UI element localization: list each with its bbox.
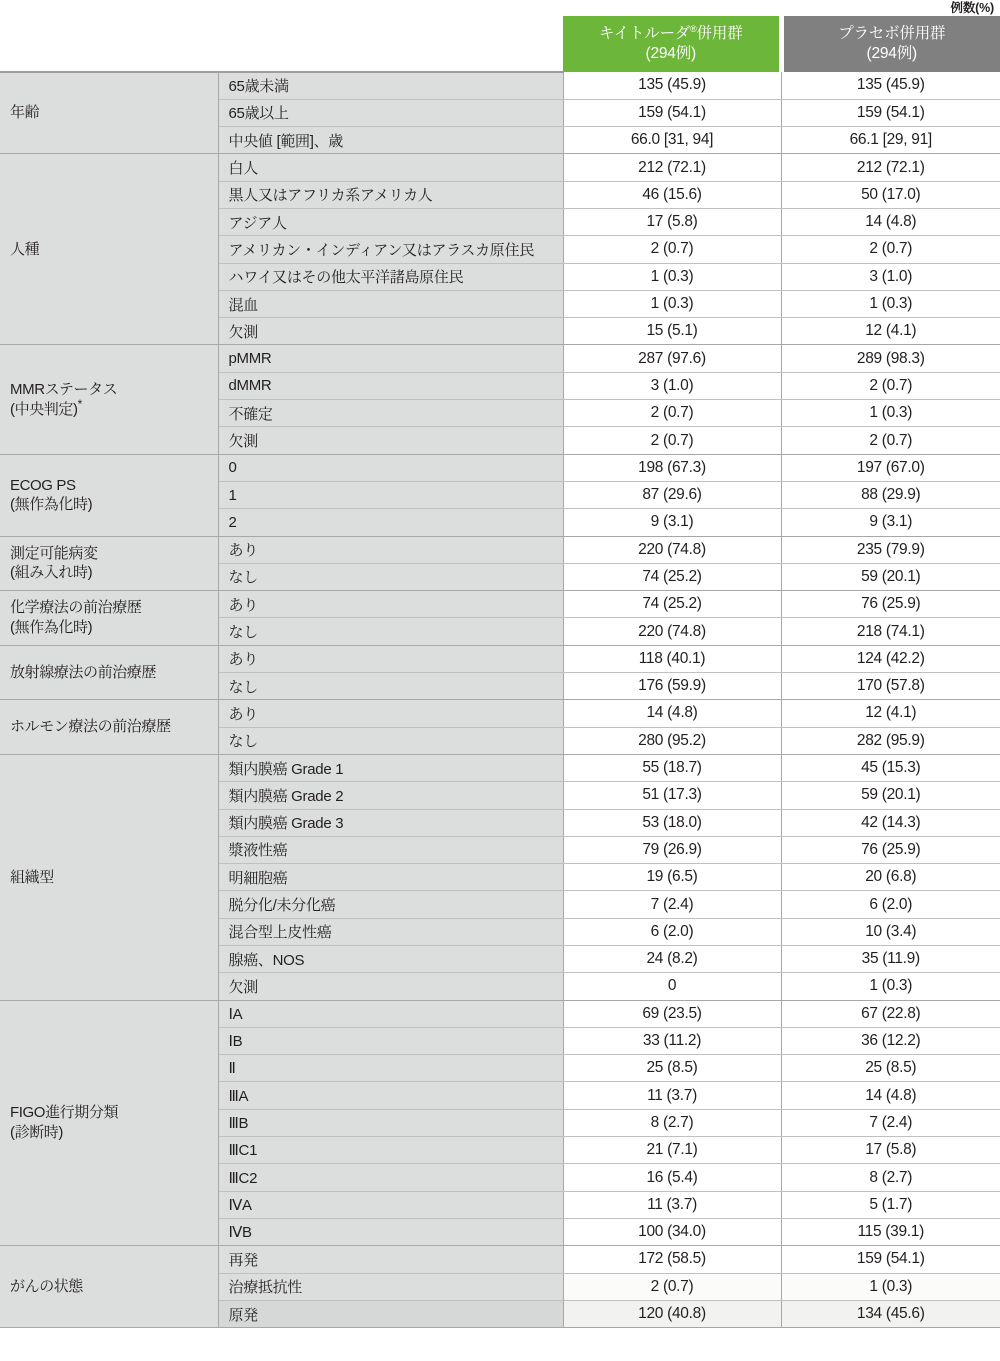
subcategory-label-cell: 再発 (218, 1246, 563, 1273)
value-cell-placebo: 124 (42.2) (781, 645, 1000, 672)
value-cell-placebo: 76 (25.9) (781, 591, 1000, 618)
group-label-cell (0, 645, 218, 700)
value-cell-placebo: 9 (3.1) (781, 509, 1000, 536)
group-label-cell (0, 754, 218, 1000)
header-arm-placebo (781, 16, 1000, 72)
subcategory-label-cell: 類内膜癌 Grade 1 (218, 754, 563, 781)
value-cell-pembrolizumab: 120 (40.8) (563, 1300, 781, 1327)
value-cell-pembrolizumab: 3 (1.0) (563, 372, 781, 399)
value-cell-pembrolizumab: 1 (0.3) (563, 263, 781, 290)
group-label-line2: (無作為化時) (10, 496, 93, 514)
value-cell-pembrolizumab: 1 (0.3) (563, 290, 781, 317)
header-blank-cell (0, 16, 563, 72)
group-label-cell (0, 454, 218, 536)
table-row (0, 591, 1000, 618)
value-cell-pembrolizumab: 14 (4.8) (563, 700, 781, 727)
value-cell-placebo: 289 (98.3) (781, 345, 1000, 372)
value-cell-placebo: 20 (6.8) (781, 864, 1000, 891)
value-cell-pembrolizumab: 51 (17.3) (563, 782, 781, 809)
value-cell-pembrolizumab: 287 (97.6) (563, 345, 781, 372)
subcategory-label-cell: 黒人又はアフリカ系アメリカ人 (218, 181, 563, 208)
header-arm-pembrolizumab (563, 16, 781, 72)
subcategory-label-cell: ⅢA (218, 1082, 563, 1109)
value-cell-pembrolizumab: 21 (7.1) (563, 1137, 781, 1164)
group-label-line2: (組み入れ時) (10, 564, 93, 582)
table-row (0, 454, 1000, 481)
value-cell-placebo: 14 (4.8) (781, 1082, 1000, 1109)
subcategory-label-cell: ⅠA (218, 1000, 563, 1027)
group-label-line1: がんの状態 (10, 1277, 84, 1295)
value-cell-placebo: 218 (74.1) (781, 618, 1000, 645)
value-cell-placebo: 197 (67.0) (781, 454, 1000, 481)
header-row (0, 16, 1000, 72)
table-row (0, 645, 1000, 672)
value-cell-pembrolizumab: 212 (72.1) (563, 154, 781, 181)
subcategory-label-cell: あり (218, 591, 563, 618)
value-cell-placebo: 282 (95.9) (781, 727, 1000, 754)
group-label-cell (0, 700, 218, 755)
value-cell-placebo: 36 (12.2) (781, 1027, 1000, 1054)
table-header (0, 16, 1000, 72)
value-cell-placebo: 10 (3.4) (781, 918, 1000, 945)
subcategory-label-cell: 不確定 (218, 400, 563, 427)
value-cell-placebo: 134 (45.6) (781, 1300, 1000, 1327)
group-label-line1: ECOG PS (10, 476, 76, 494)
table-row (0, 1246, 1000, 1273)
subcategory-label-cell: ⅣB (218, 1218, 563, 1245)
value-cell-placebo: 45 (15.3) (781, 754, 1000, 781)
header-arm-placebo-n: (294例) (866, 45, 917, 62)
value-cell-pembrolizumab: 33 (11.2) (563, 1027, 781, 1054)
group-label-cell (0, 72, 218, 154)
value-cell-pembrolizumab: 172 (58.5) (563, 1246, 781, 1273)
value-cell-pembrolizumab: 135 (45.9) (563, 72, 781, 99)
value-cell-pembrolizumab: 9 (3.1) (563, 509, 781, 536)
value-cell-pembrolizumab: 100 (34.0) (563, 1218, 781, 1245)
value-cell-placebo: 235 (79.9) (781, 536, 1000, 563)
value-cell-pembrolizumab: 53 (18.0) (563, 809, 781, 836)
value-cell-pembrolizumab: 74 (25.2) (563, 563, 781, 590)
subcategory-label-cell: ⅠB (218, 1027, 563, 1054)
value-cell-placebo: 17 (5.8) (781, 1137, 1000, 1164)
subcategory-label-cell: 治療抵抗性 (218, 1273, 563, 1300)
group-label-line1: 放射線療法の前治療歴 (10, 663, 157, 681)
header-arm-pembrolizumab-name: キイトルーダ®併用群 (598, 24, 743, 43)
subcategory-label-cell: 欠測 (218, 973, 563, 1000)
value-cell-placebo: 66.1 [29, 91] (781, 127, 1000, 154)
subcategory-label-cell: あり (218, 536, 563, 563)
table-row (0, 754, 1000, 781)
group-label-cell (0, 1000, 218, 1246)
value-cell-placebo: 1 (0.3) (781, 400, 1000, 427)
subcategory-label-cell: 原発 (218, 1300, 563, 1327)
group-label-line2: (診断時) (10, 1123, 63, 1141)
subcategory-label-cell: 1 (218, 481, 563, 508)
value-cell-placebo: 1 (0.3) (781, 973, 1000, 1000)
value-cell-placebo: 7 (2.4) (781, 1109, 1000, 1136)
table-row (0, 345, 1000, 372)
subcategory-label-cell: 欠測 (218, 318, 563, 345)
value-cell-placebo: 8 (2.7) (781, 1164, 1000, 1191)
subcategory-label-cell: 明細胞癌 (218, 864, 563, 891)
group-label-line2: (中央判定)* (10, 396, 82, 418)
subcategory-label-cell: 類内膜癌 Grade 2 (218, 782, 563, 809)
group-label-cell (0, 345, 218, 454)
table-row (0, 72, 1000, 99)
value-cell-pembrolizumab: 19 (6.5) (563, 864, 781, 891)
subcategory-label-cell: ⅣA (218, 1191, 563, 1218)
value-cell-placebo: 76 (25.9) (781, 836, 1000, 863)
subcategory-label-cell: あり (218, 645, 563, 672)
group-label-line1: 人種 (10, 240, 40, 258)
value-cell-placebo: 59 (20.1) (781, 782, 1000, 809)
value-cell-pembrolizumab: 69 (23.5) (563, 1000, 781, 1027)
subcategory-label-cell: あり (218, 700, 563, 727)
value-cell-pembrolizumab: 2 (0.7) (563, 427, 781, 454)
subcategory-label-cell: 漿液性癌 (218, 836, 563, 863)
group-label-line1: 年齢 (10, 104, 40, 122)
value-cell-placebo: 135 (45.9) (781, 72, 1000, 99)
value-cell-pembrolizumab: 87 (29.6) (563, 481, 781, 508)
value-cell-placebo: 6 (2.0) (781, 891, 1000, 918)
value-cell-pembrolizumab: 2 (0.7) (563, 400, 781, 427)
table-row (0, 154, 1000, 181)
value-cell-pembrolizumab: 55 (18.7) (563, 754, 781, 781)
subcategory-label-cell: dMMR (218, 372, 563, 399)
group-label-line1: MMRステータス (10, 381, 118, 399)
value-cell-pembrolizumab: 25 (8.5) (563, 1055, 781, 1082)
value-cell-pembrolizumab: 0 (563, 973, 781, 1000)
value-cell-pembrolizumab: 6 (2.0) (563, 918, 781, 945)
header-arm-pembrolizumab-n: (294例) (645, 45, 696, 62)
subcategory-label-cell: 混血 (218, 290, 563, 317)
group-label-line1: FIGO進行期分類 (10, 1104, 119, 1122)
value-cell-placebo: 1 (0.3) (781, 1273, 1000, 1300)
value-cell-placebo: 88 (29.9) (781, 481, 1000, 508)
table-row (0, 536, 1000, 563)
value-cell-placebo: 212 (72.1) (781, 154, 1000, 181)
subcategory-label-cell: なし (218, 727, 563, 754)
value-cell-placebo: 59 (20.1) (781, 563, 1000, 590)
value-cell-placebo: 3 (1.0) (781, 263, 1000, 290)
value-cell-placebo: 5 (1.7) (781, 1191, 1000, 1218)
value-cell-pembrolizumab: 66.0 [31, 94] (563, 127, 781, 154)
table-row (0, 700, 1000, 727)
table-row (0, 1000, 1000, 1027)
group-label-cell (0, 1246, 218, 1328)
unit-caption: 例数(%) (950, 1, 994, 15)
subcategory-label-cell: 混合型上皮性癌 (218, 918, 563, 945)
group-label-line2: (無作為化時) (10, 618, 93, 636)
group-label-line1: 測定可能病変 (10, 544, 98, 562)
subcategory-label-cell: なし (218, 563, 563, 590)
value-cell-pembrolizumab: 118 (40.1) (563, 645, 781, 672)
subcategory-label-cell: pMMR (218, 345, 563, 372)
subcategory-label-cell: 腺癌、NOS (218, 946, 563, 973)
value-cell-placebo: 42 (14.3) (781, 809, 1000, 836)
header-arm-placebo-name: プラセボ併用群 (838, 25, 946, 43)
value-cell-placebo: 2 (0.7) (781, 372, 1000, 399)
value-cell-placebo: 2 (0.7) (781, 236, 1000, 263)
value-cell-pembrolizumab: 11 (3.7) (563, 1082, 781, 1109)
value-cell-placebo: 115 (39.1) (781, 1218, 1000, 1245)
value-cell-pembrolizumab: 220 (74.8) (563, 536, 781, 563)
value-cell-placebo: 25 (8.5) (781, 1055, 1000, 1082)
value-cell-placebo: 159 (54.1) (781, 1246, 1000, 1273)
group-label-line1: 組織型 (10, 868, 54, 886)
subcategory-label-cell: 65歳以上 (218, 99, 563, 126)
subcategory-label-cell: ⅢB (218, 1109, 563, 1136)
value-cell-placebo: 12 (4.1) (781, 700, 1000, 727)
value-cell-placebo: 35 (11.9) (781, 946, 1000, 973)
value-cell-pembrolizumab: 7 (2.4) (563, 891, 781, 918)
subcategory-label-cell: アジア人 (218, 208, 563, 235)
value-cell-pembrolizumab: 74 (25.2) (563, 591, 781, 618)
subcategory-label-cell: 中央値 [範囲]、歳 (218, 127, 563, 154)
group-label-line1: 化学療法の前治療歴 (10, 599, 142, 617)
value-cell-pembrolizumab: 17 (5.8) (563, 208, 781, 235)
subcategory-label-cell: ハワイ又はその他太平洋諸島原住民 (218, 263, 563, 290)
value-cell-placebo: 12 (4.1) (781, 318, 1000, 345)
subcategory-label-cell: アメリカン・インディアン又はアラスカ原住民 (218, 236, 563, 263)
value-cell-pembrolizumab: 220 (74.8) (563, 618, 781, 645)
subcategory-label-cell: 65歳未満 (218, 72, 563, 99)
group-label-cell (0, 154, 218, 345)
subcategory-label-cell: 0 (218, 454, 563, 481)
value-cell-placebo: 50 (17.0) (781, 181, 1000, 208)
table-body (0, 72, 1000, 1328)
subcategory-label-cell: なし (218, 673, 563, 700)
subcategory-label-cell: なし (218, 618, 563, 645)
value-cell-placebo: 67 (22.8) (781, 1000, 1000, 1027)
value-cell-placebo: 14 (4.8) (781, 208, 1000, 235)
value-cell-placebo: 2 (0.7) (781, 427, 1000, 454)
subcategory-label-cell: 欠測 (218, 427, 563, 454)
value-cell-pembrolizumab: 46 (15.6) (563, 181, 781, 208)
value-cell-pembrolizumab: 11 (3.7) (563, 1191, 781, 1218)
value-cell-pembrolizumab: 24 (8.2) (563, 946, 781, 973)
subcategory-label-cell: Ⅱ (218, 1055, 563, 1082)
footnote-marker-icon: * (77, 396, 82, 411)
subcategory-label-cell: 脱分化/未分化癌 (218, 891, 563, 918)
value-cell-pembrolizumab: 8 (2.7) (563, 1109, 781, 1136)
subcategory-label-cell: ⅢC1 (218, 1137, 563, 1164)
value-cell-pembrolizumab: 198 (67.3) (563, 454, 781, 481)
group-label-cell (0, 536, 218, 591)
value-cell-placebo: 159 (54.1) (781, 99, 1000, 126)
subcategory-label-cell: ⅢC2 (218, 1164, 563, 1191)
value-cell-pembrolizumab: 2 (0.7) (563, 236, 781, 263)
value-cell-pembrolizumab: 159 (54.1) (563, 99, 781, 126)
value-cell-placebo: 1 (0.3) (781, 290, 1000, 317)
group-label-cell (0, 591, 218, 646)
value-cell-placebo: 170 (57.8) (781, 673, 1000, 700)
value-cell-pembrolizumab: 2 (0.7) (563, 1273, 781, 1300)
baseline-characteristics-table (0, 16, 1000, 1328)
group-label-line1: ホルモン療法の前治療歴 (10, 718, 171, 736)
value-cell-pembrolizumab: 280 (95.2) (563, 727, 781, 754)
value-cell-pembrolizumab: 176 (59.9) (563, 673, 781, 700)
value-cell-pembrolizumab: 79 (26.9) (563, 836, 781, 863)
registered-mark-icon: ® (690, 24, 697, 35)
subcategory-label-cell: 類内膜癌 Grade 3 (218, 809, 563, 836)
subcategory-label-cell: 2 (218, 509, 563, 536)
value-cell-pembrolizumab: 15 (5.1) (563, 318, 781, 345)
value-cell-pembrolizumab: 16 (5.4) (563, 1164, 781, 1191)
subcategory-label-cell: 白人 (218, 154, 563, 181)
